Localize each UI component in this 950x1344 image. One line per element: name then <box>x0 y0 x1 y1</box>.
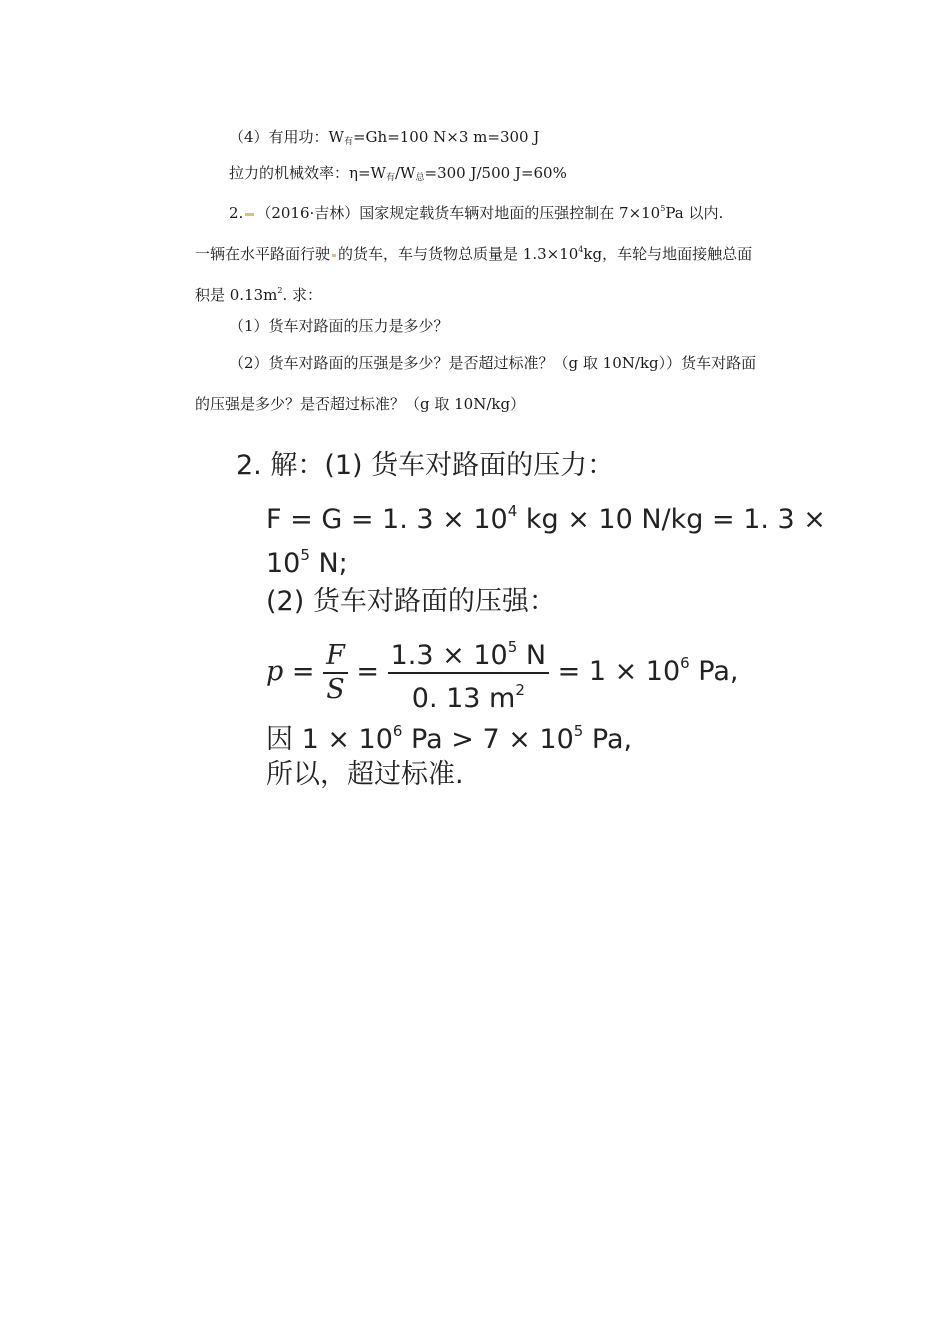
question-text: 一辆在水平路面行驶 <box>195 245 331 263</box>
subscript: 总 <box>415 173 425 183</box>
pressure-unit: Pa, <box>689 656 739 687</box>
exponent: 5 <box>507 637 518 656</box>
exponent: 6 <box>680 654 690 672</box>
part4-rest: =Gh=100 N×3 m=300 J <box>352 128 540 146</box>
question-text: . 求： <box>282 286 323 304</box>
equals-sign: = <box>283 656 324 687</box>
question-2-line3 <box>195 281 322 305</box>
solution-heading: 2. 解：(1) 货车对路面的压力： <box>236 450 615 481</box>
question-text: Pa 以内. <box>665 204 724 222</box>
force-equation <box>266 494 826 537</box>
fraction-f-over-s <box>323 640 348 706</box>
subscript: 有 <box>343 137 353 147</box>
highlight-mark <box>245 213 254 216</box>
question-2-sub2a: （2）货车对路面的压强是多少？是否超过标准？（g 取 10N/kg））货车对路面 <box>229 354 757 372</box>
denominator-value: 0. 13 m <box>411 682 516 714</box>
superscript: 4 <box>578 245 584 254</box>
exponent: 5 <box>573 722 584 740</box>
pressure-result: = 1 × 10 <box>549 656 681 687</box>
exponent: 2 <box>515 680 525 699</box>
fraction-numerator: F <box>326 639 345 671</box>
fraction-denominator <box>388 674 549 715</box>
question-2-sub2b: 的压强是多少？是否超过标准？（g 取 10N/kg） <box>195 395 526 413</box>
efficiency-mid: /W <box>395 164 416 182</box>
superscript: 2 <box>277 286 283 295</box>
efficiency-rest: =300 J/500 J=60% <box>424 164 567 182</box>
subscript: 有 <box>385 173 395 183</box>
superscript: 5 <box>660 204 666 213</box>
numerator-unit: N <box>517 639 547 671</box>
part4-useful-work <box>229 127 539 152</box>
question-text: 的货车，车与货物总质量是 1.3×10 <box>338 245 579 263</box>
conclusion-line: 所以，超过标准. <box>266 759 464 790</box>
question-2-line2 <box>195 240 752 264</box>
question-text: kg，车轮与地面接触总面 <box>583 245 753 263</box>
efficiency-label: 拉力的机械效率：η=W <box>229 164 386 182</box>
question-text: （2016·吉林）国家规定载货车辆对地面的压强控制在 7×10 <box>256 204 661 222</box>
question-text: 积是 0.13m <box>195 286 278 304</box>
comparison-text: 因 1 × 10 <box>266 724 393 755</box>
fraction-values <box>388 631 549 715</box>
force-base: 10 <box>266 548 301 579</box>
question-2-line1 <box>229 199 723 223</box>
fraction-numerator <box>388 631 549 672</box>
force-mid: kg × 10 N/kg = 1. 3 × <box>517 504 826 535</box>
exponent: 4 <box>507 502 518 520</box>
pressure-equation <box>266 628 739 715</box>
exponent: 6 <box>392 722 403 740</box>
force-lhs: F = G = 1. 3 × 10 <box>266 504 508 535</box>
numerator-value: 1.3 × 10 <box>390 639 508 671</box>
comparison-line <box>266 714 632 757</box>
force-end: N; <box>309 548 348 579</box>
fraction-denominator: S <box>326 673 345 705</box>
force-equation-cont <box>266 538 348 581</box>
question-number: 2. <box>229 204 244 222</box>
equals-sign: = <box>347 656 388 687</box>
question-2-sub1: （1）货车对路面的压力是多少？ <box>229 317 449 335</box>
pressure-heading: (2) 货车对路面的压强： <box>266 586 556 617</box>
efficiency-line <box>229 163 567 188</box>
part4-label: （4）有用功：W <box>229 128 344 146</box>
pressure-variable: p <box>266 656 284 687</box>
comparison-text: Pa, <box>583 724 633 755</box>
exponent: 5 <box>300 546 310 564</box>
comparison-text: Pa > 7 × 10 <box>402 724 574 755</box>
highlight-mark <box>332 254 336 257</box>
